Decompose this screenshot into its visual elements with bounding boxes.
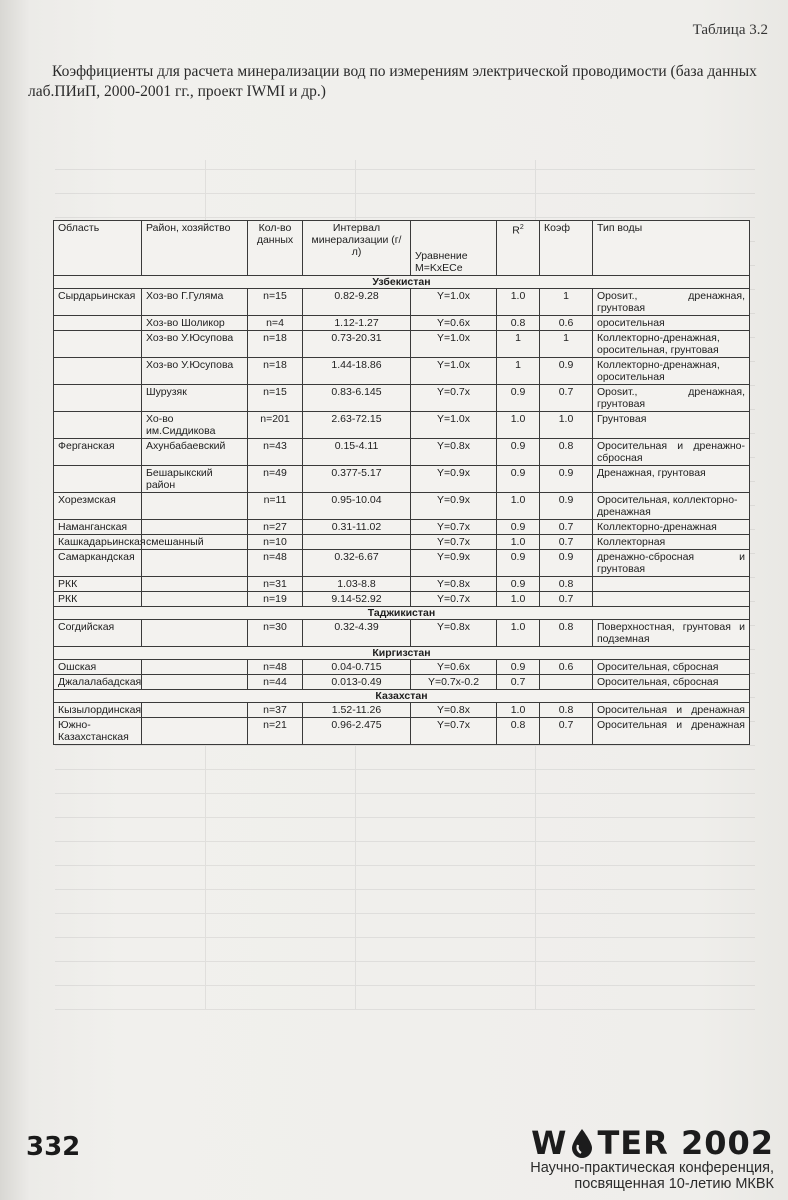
cell-equation: Y=0.7x — [411, 718, 497, 745]
cell-r2: 0.8 — [497, 316, 540, 331]
conference-title — [530, 1160, 774, 1192]
cell-water-type: Коллекторно-дренажная, оросительная — [593, 358, 750, 385]
cell-region: РКК — [54, 577, 142, 592]
cell-coef: 0.7 — [540, 718, 593, 745]
cell-district: Ахунбабаевский — [142, 439, 248, 466]
country-name: Казахстан — [54, 690, 750, 703]
cell-interval — [303, 535, 411, 550]
country-name: Узбекистан — [54, 276, 750, 289]
header-water-type: Тип воды — [593, 221, 750, 276]
header-r2 — [497, 221, 540, 276]
cell-coef: 1 — [540, 331, 593, 358]
cell-water-type: Оросительная и дренажно-сбросная — [593, 439, 750, 466]
cell-r2: 0.9 — [497, 520, 540, 535]
table-row — [54, 620, 750, 647]
cell-water-type — [593, 577, 750, 592]
cell-count: n=19 — [248, 592, 303, 607]
country-row — [54, 647, 750, 660]
cell-r2: 1.0 — [497, 289, 540, 316]
table-row — [54, 316, 750, 331]
table-row — [54, 385, 750, 412]
cell-r2: 1.0 — [497, 703, 540, 718]
table-caption: Коэффициенты для расчета минерализации вод по измерениям электрической проводимости (база данных лаб.ПИиП, 2000-2001 гг., проект IWMI и др.) — [28, 63, 757, 100]
cell-coef: 1 — [540, 289, 593, 316]
cell-water-type — [593, 592, 750, 607]
cell-interval: 1.03-8.8 — [303, 577, 411, 592]
country-row — [54, 690, 750, 703]
cell-district: Бешарыкский район — [142, 466, 248, 493]
cell-coef: 0.9 — [540, 550, 593, 577]
cell-district — [142, 577, 248, 592]
table-row — [54, 535, 750, 550]
table-row — [54, 412, 750, 439]
cell-water-type: Орosит., дренажная, грунтовая — [593, 385, 750, 412]
cell-equation: Y=1.0x — [411, 331, 497, 358]
header-r2-label: R — [512, 224, 520, 237]
cell-interval: 0.31-11.02 — [303, 520, 411, 535]
cell-region — [54, 358, 142, 385]
cell-equation: Y=0.7x — [411, 535, 497, 550]
logo-text: TER 2002 — [597, 1124, 774, 1162]
cell-water-type: Орosит., дренажная, грунтовая — [593, 289, 750, 316]
cell-equation: Y=1.0x — [411, 358, 497, 385]
cell-equation: Y=0.6x — [411, 660, 497, 675]
cell-count: n=44 — [248, 675, 303, 690]
cell-r2: 1.0 — [497, 535, 540, 550]
cell-water-type: Оросительная и дренажная — [593, 718, 750, 745]
cell-region: Хорезмская — [54, 493, 142, 520]
cell-count: n=10 — [248, 535, 303, 550]
cell-interval: 0.377-5.17 — [303, 466, 411, 493]
cell-interval: 0.32-4.39 — [303, 620, 411, 647]
header-count: Кол-во данных — [248, 221, 303, 276]
cell-district — [142, 660, 248, 675]
header-district: Район, хозяйство — [142, 221, 248, 276]
table-row — [54, 439, 750, 466]
cell-coef: 0.7 — [540, 385, 593, 412]
cell-district: Хоз-во У.Юсупова — [142, 358, 248, 385]
cell-coef: 0.7 — [540, 520, 593, 535]
cell-equation: Y=0.9x — [411, 466, 497, 493]
cell-count: n=18 — [248, 358, 303, 385]
table-number: Таблица 3.2 — [692, 22, 768, 38]
cell-interval: 9.14-52.92 — [303, 592, 411, 607]
cell-interval: 1.52-11.26 — [303, 703, 411, 718]
cell-coef: 0.9 — [540, 493, 593, 520]
cell-interval: 1.44-18.86 — [303, 358, 411, 385]
cell-r2: 0.9 — [497, 577, 540, 592]
cell-r2: 1 — [497, 358, 540, 385]
cell-interval: 0.04-0.715 — [303, 660, 411, 675]
table-row — [54, 520, 750, 535]
cell-water-type: Грунтовая — [593, 412, 750, 439]
cell-region: Кызылординская — [54, 703, 142, 718]
cell-equation: Y=0.7x — [411, 592, 497, 607]
table-row — [54, 703, 750, 718]
cell-equation: Y=0.8x — [411, 439, 497, 466]
table-row — [54, 675, 750, 690]
country-row — [54, 607, 750, 620]
cell-r2: 1.0 — [497, 412, 540, 439]
cell-region: Ошская — [54, 660, 142, 675]
table-row — [54, 466, 750, 493]
cell-water-type: оросительная — [593, 316, 750, 331]
cell-region: Кашкадарьинская — [54, 535, 142, 550]
cell-region — [54, 331, 142, 358]
page-number: 332 — [26, 1132, 81, 1162]
cell-water-type: Дренажная, грунтовая — [593, 466, 750, 493]
cell-r2: 1.0 — [497, 592, 540, 607]
cell-water-type: Коллекторно-дренажная — [593, 520, 750, 535]
logo-letter: W — [531, 1124, 568, 1162]
cell-equation: Y=0.7x — [411, 520, 497, 535]
cell-water-type: Оросительная, коллекторно-дренажная — [593, 493, 750, 520]
cell-r2: 0.9 — [497, 466, 540, 493]
cell-equation: Y=0.8x — [411, 620, 497, 647]
cell-coef — [540, 675, 593, 690]
cell-r2: 0.9 — [497, 385, 540, 412]
table-header-row — [54, 221, 750, 276]
cell-district — [142, 592, 248, 607]
cell-coef: 0.8 — [540, 439, 593, 466]
cell-coef: 0.9 — [540, 466, 593, 493]
cell-district: смешанный — [142, 535, 248, 550]
cell-count: n=27 — [248, 520, 303, 535]
cell-equation: Y=0.6x — [411, 316, 497, 331]
cell-r2: 0.9 — [497, 660, 540, 675]
table-row — [54, 718, 750, 745]
cell-coef: 0.8 — [540, 620, 593, 647]
country-name: Таджикистан — [54, 607, 750, 620]
cell-water-type: Оросительная и дренажная — [593, 703, 750, 718]
table-row — [54, 577, 750, 592]
cell-water-type: дренажно-сбросная и грунтовая — [593, 550, 750, 577]
cell-r2: 1 — [497, 331, 540, 358]
cell-equation: Y=0.9x — [411, 493, 497, 520]
cell-count: n=201 — [248, 412, 303, 439]
cell-interval: 0.83-6.145 — [303, 385, 411, 412]
cell-district — [142, 550, 248, 577]
cell-district — [142, 675, 248, 690]
cell-count: n=31 — [248, 577, 303, 592]
cell-count: n=48 — [248, 660, 303, 675]
cell-district — [142, 620, 248, 647]
cell-r2: 1.0 — [497, 493, 540, 520]
cell-coef: 0.6 — [540, 316, 593, 331]
cell-equation: Y=0.8x — [411, 577, 497, 592]
cell-interval: 0.95-10.04 — [303, 493, 411, 520]
cell-count: n=49 — [248, 466, 303, 493]
cell-coef: 0.7 — [540, 535, 593, 550]
cell-count: n=48 — [248, 550, 303, 577]
header-coef: Коэф — [540, 221, 593, 276]
table-row — [54, 493, 750, 520]
cell-interval: 0.013-0.49 — [303, 675, 411, 690]
cell-count: n=15 — [248, 289, 303, 316]
cell-count: n=18 — [248, 331, 303, 358]
cell-region — [54, 385, 142, 412]
cell-region — [54, 316, 142, 331]
cell-count: n=30 — [248, 620, 303, 647]
coefficients-table — [53, 220, 750, 745]
cell-region: Ферганская — [54, 439, 142, 466]
cell-water-type: Оросительная, сбросная — [593, 675, 750, 690]
cell-equation: Y=0.8x — [411, 703, 497, 718]
cell-district: Хоз-во У.Юсупова — [142, 331, 248, 358]
cell-district: Хо-во им.Сиддикова — [142, 412, 248, 439]
cell-r2: 0.8 — [497, 718, 540, 745]
cell-interval: 1.12-1.27 — [303, 316, 411, 331]
header-equation: Уравнение M=KxECe — [411, 221, 497, 276]
cell-region: Наманганская — [54, 520, 142, 535]
cell-coef: 0.8 — [540, 703, 593, 718]
cell-district — [142, 703, 248, 718]
table-row — [54, 660, 750, 675]
cell-region: РКК — [54, 592, 142, 607]
cell-district — [142, 520, 248, 535]
cell-interval: 0.73-20.31 — [303, 331, 411, 358]
cell-r2: 1.0 — [497, 620, 540, 647]
cell-district: Хоз-во Г.Гуляма — [142, 289, 248, 316]
cell-count: n=21 — [248, 718, 303, 745]
cell-region: Джалалабадская — [54, 675, 142, 690]
cell-count: n=15 — [248, 385, 303, 412]
cell-water-type: Коллекторно-дренажная, оросительная, грунтовая — [593, 331, 750, 358]
cell-water-type: Коллекторная — [593, 535, 750, 550]
water-drop-icon — [569, 1127, 595, 1159]
header-interval: Интервал минерализации (г/л) — [303, 221, 411, 276]
cell-interval: 2.63-72.15 — [303, 412, 411, 439]
cell-water-type: Поверхностная, грунтовая и подземная — [593, 620, 750, 647]
table-row — [54, 289, 750, 316]
conference-line-1: Научно-практическая конференция, — [530, 1160, 774, 1176]
header-r2-superscript: 2 — [519, 224, 524, 231]
table-row — [54, 358, 750, 385]
cell-coef: 1.0 — [540, 412, 593, 439]
cell-r2: 0.7 — [497, 675, 540, 690]
country-name: Киргизстан — [54, 647, 750, 660]
cell-region: Сырдарьинская — [54, 289, 142, 316]
cell-equation: Y=0.7x — [411, 385, 497, 412]
cell-coef: 0.6 — [540, 660, 593, 675]
cell-count: n=4 — [248, 316, 303, 331]
cell-coef: 0.9 — [540, 358, 593, 385]
cell-coef: 0.8 — [540, 577, 593, 592]
conference-line-2: посвященная 10-летию МКВК — [574, 1176, 774, 1192]
cell-interval: 0.32-6.67 — [303, 550, 411, 577]
cell-r2: 0.9 — [497, 550, 540, 577]
table-row — [54, 550, 750, 577]
cell-region: Самаркандская — [54, 550, 142, 577]
cell-interval: 0.15-4.11 — [303, 439, 411, 466]
header-region: Область — [54, 221, 142, 276]
cell-equation: Y=1.0x — [411, 412, 497, 439]
cell-coef: 0.7 — [540, 592, 593, 607]
cell-interval: 0.82-9.28 — [303, 289, 411, 316]
table-row — [54, 331, 750, 358]
cell-district: Хоз-во Шоликор — [142, 316, 248, 331]
cell-district: Шурузяк — [142, 385, 248, 412]
table-row — [54, 592, 750, 607]
cell-count: n=43 — [248, 439, 303, 466]
cell-district — [142, 493, 248, 520]
cell-region — [54, 412, 142, 439]
cell-equation: Y=0.9x — [411, 550, 497, 577]
cell-interval: 0.96-2.475 — [303, 718, 411, 745]
water-2002-logo — [531, 1124, 774, 1162]
cell-region — [54, 466, 142, 493]
cell-water-type: Оросительная, сбросная — [593, 660, 750, 675]
cell-district — [142, 718, 248, 745]
cell-equation: Y=1.0x — [411, 289, 497, 316]
cell-count: n=11 — [248, 493, 303, 520]
cell-equation: Y=0.7x-0.2 — [411, 675, 497, 690]
cell-region: Согдийская — [54, 620, 142, 647]
cell-count: n=37 — [248, 703, 303, 718]
cell-region: Южно-Казахстанская — [54, 718, 142, 745]
country-row — [54, 276, 750, 289]
cell-r2: 0.9 — [497, 439, 540, 466]
